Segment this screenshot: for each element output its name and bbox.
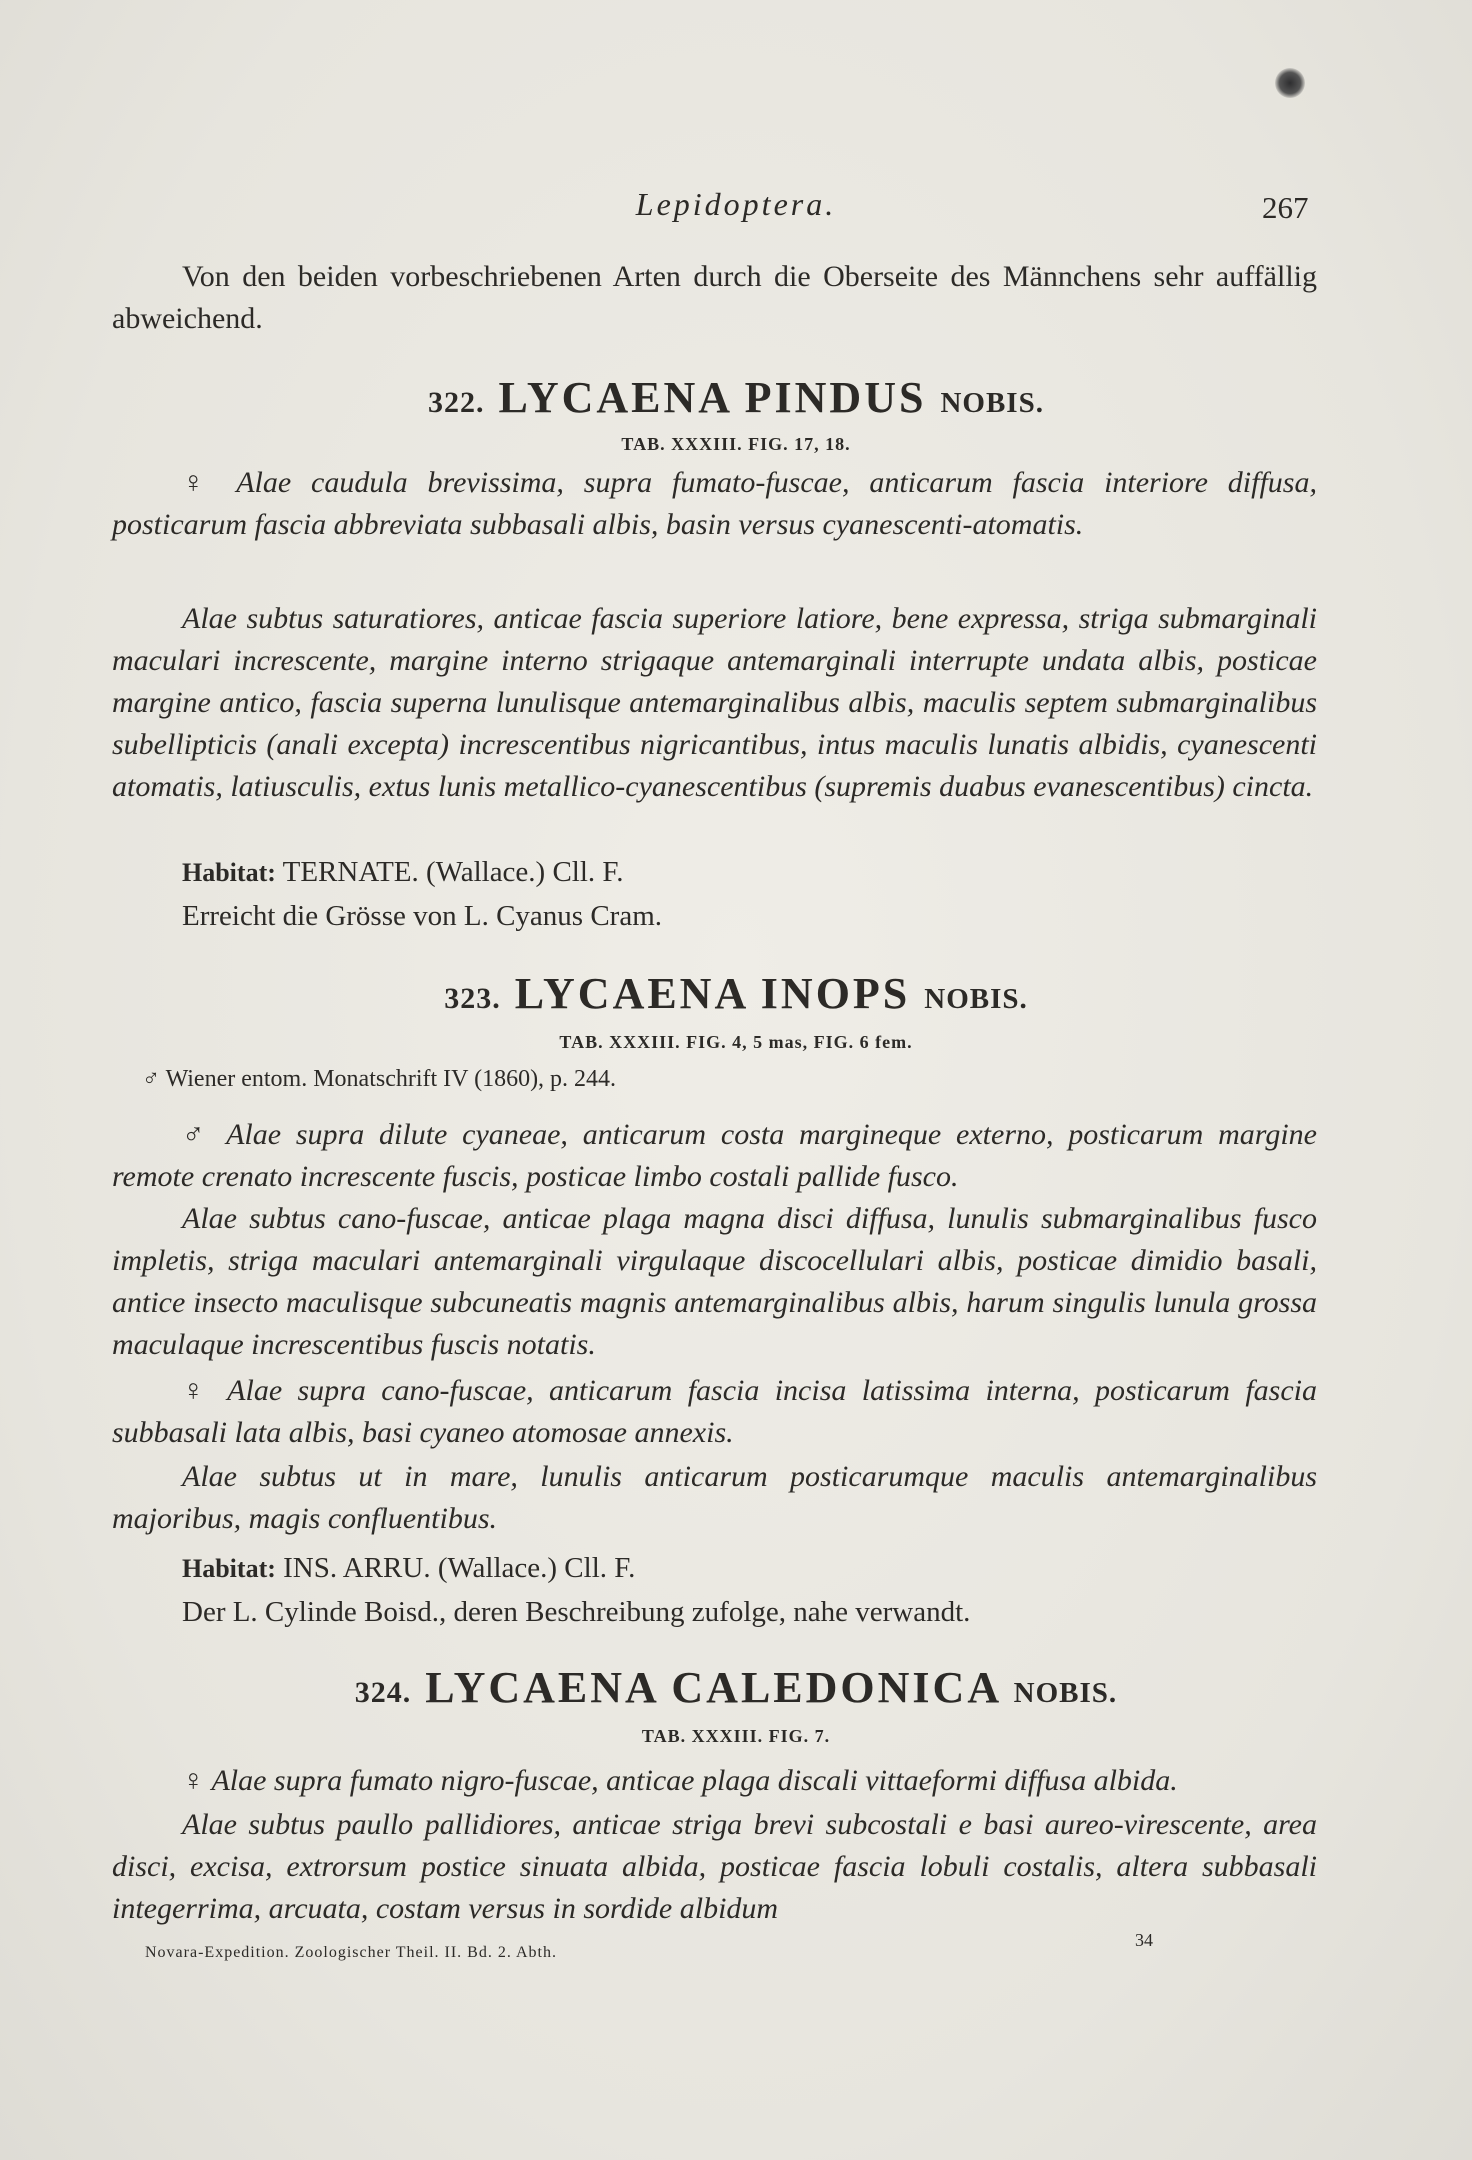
description-paragraph: ♀ Alae caudula brevissima, supra fumato-fuscae, anticarum fascia interiore diffusa, posticarum fascia abbreviata subbasali albis, basin versus cyanescenti-atomatis. (112, 466, 1317, 541)
remark-line: Der L. Cylinde Boisd., deren Beschreibung zufolge, nahe verwandt. (182, 1596, 971, 1628)
habitat-label: Habitat: (182, 858, 276, 887)
species-heading-323 (0, 968, 1472, 1019)
description-paragraph: Alae subtus cano-fuscae, anticae plaga magna disci diffusa, lunulis submarginalibus fusco impletis, striga maculari antemarginali virgulaque discocellulari albis, posticae dimidio basali, antice insecto maculisque subcuneatis magnis antemarginalibus albis, harum singulis lunula grossa maculaque increscentibus fuscis notatis. (112, 1202, 1317, 1361)
species-name: LYCAENA CALEDONICA (425, 1663, 1000, 1712)
description-paragraph: Alae subtus paullo pallidiores, anticae striga brevi subcostali e basi aureo-virescente, area disci, excisa, extrorsum postice sinuata albida, posticae fascia lobuli costalis, altera subbasali integerrima, arcuata, costam versus in sordide albidum (112, 1808, 1317, 1925)
species-author: NOBIS. (924, 983, 1028, 1015)
species-name: LYCAENA PINDUS (498, 373, 927, 422)
habitat-value: TERNATE. (Wallace.) Cll. F. (282, 856, 624, 888)
species-number: 324. (354, 1676, 412, 1709)
species-heading-322 (0, 372, 1472, 423)
remark-line: Erreicht die Grösse von L. Cyanus Cram. (182, 900, 663, 932)
habitat-value: INS. ARRU. (Wallace.) Cll. F. (283, 1552, 636, 1584)
habitat-label: Habitat: (182, 1554, 276, 1583)
species-number: 323. (444, 982, 501, 1015)
species-heading-324 (0, 1662, 1472, 1713)
species-author: NOBIS. (1013, 1677, 1118, 1709)
species-name: LYCAENA INOPS (514, 969, 911, 1018)
habitat-line (182, 1552, 635, 1585)
description-paragraph: Alae subtus ut in mare, lunulis anticarum posticarumque maculis antemarginalibus majoribus, magis confluentibus. (112, 1460, 1317, 1535)
description-paragraph: ♀ Alae supra fumato nigro-fuscae, anticae plaga discali vittaeformi diffusa albida. (182, 1764, 1178, 1797)
intro-paragraph: Von den beiden vorbeschriebenen Arten durch die Oberseite des Männchens sehr auffällig abweichend. (112, 260, 1317, 335)
plate-reference: TAB. XXXIII. FIG. 4, 5 mas, FIG. 6 fem. (559, 1032, 913, 1052)
signature-mark: 34 (1135, 1930, 1153, 1950)
description-paragraph: Alae subtus saturatiores, anticae fascia superiore latiore, bene expressa, striga submarginali maculari increscente, margine interno strigaque antemarginali interrupte undata albis, posticae margine antico, fascia superna lunulisque antemarginalibus albis, maculis septem submarginalibus subellipticis (anali excepta) increscentibus nigricantibus, intus maculis lunatis albidis, cyanescenti atomatis, latiusculis, extus lunis metallico-cyanescentibus (supremis duabus evanescentibus) cincta. (112, 602, 1317, 803)
species-number: 322. (428, 386, 485, 419)
plate-reference: TAB. XXXIII. FIG. 7. (641, 1726, 831, 1746)
footer-imprint: Novara-Expedition. Zoologischer Theil. II. Bd. 2. Abth. (145, 1944, 557, 1961)
habitat-line (182, 856, 623, 889)
plate-reference: TAB. XXXIII. FIG. 17, 18. (621, 434, 851, 454)
species-author: NOBIS. (940, 387, 1044, 419)
running-title: Lepidoptera. (635, 186, 837, 222)
ink-blot (1275, 68, 1305, 98)
literature-reference: ♂ Wiener entom. Monatschrift IV (1860), p. 244. (142, 1066, 617, 1092)
description-paragraph: ♀ Alae supra cano-fuscae, anticarum fascia incisa latissima interna, posticarum fascia subbasali lata albis, basi cyaneo atomosae annexis. (112, 1374, 1317, 1449)
page-number: 267 (1262, 190, 1309, 225)
description-paragraph: ♂ Alae supra dilute cyaneae, anticarum costa margineque externo, posticarum margine remote crenato increscente fuscis, posticae limbo costali pallide fusco. (112, 1118, 1317, 1193)
